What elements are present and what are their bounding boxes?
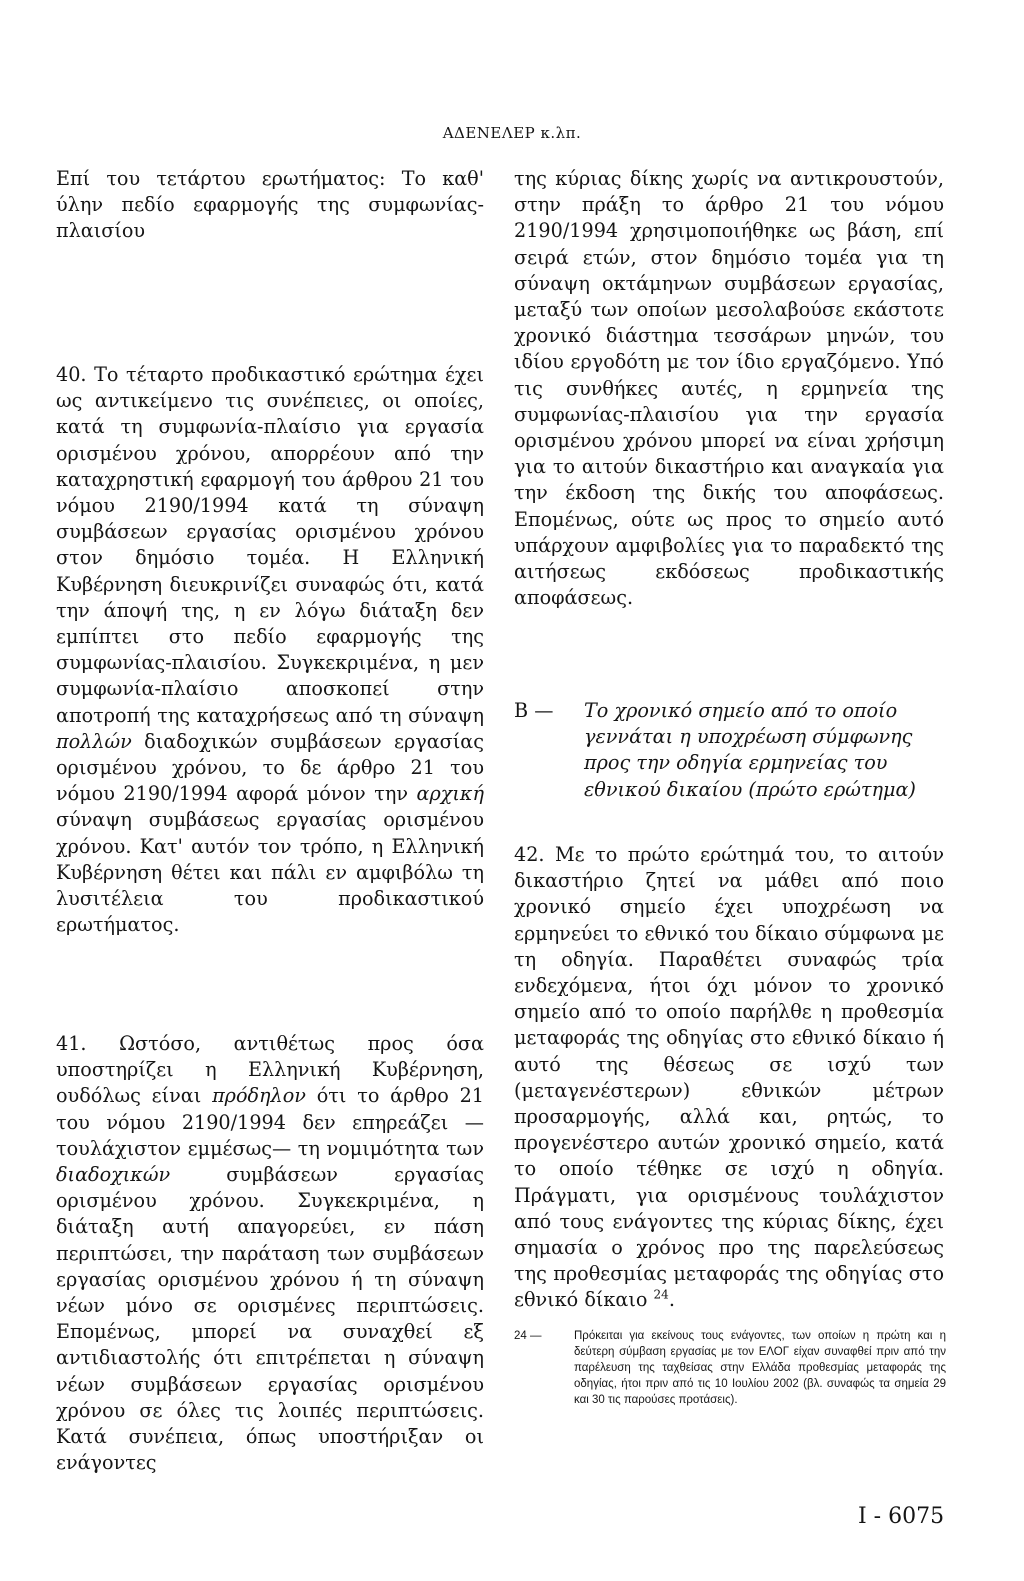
paragraph-40-emphasis-initial: αρχική bbox=[416, 782, 484, 806]
footnote-number: 24 — bbox=[514, 1330, 542, 1342]
paragraph-41-emphasis-obvious: πρόδηλον bbox=[212, 1084, 306, 1108]
paragraph-41-text-c: συμβάσεων εργασίας ορισμένου χρόνου. Συγκεκριμένα, η διάταξη αυτή απαγορεύει, εν πάση περιπτώσει, την παράταση των συμβάσεων εργασίας ορισμένου χρόνου ή τη σύναψη νέων μόνο σε ορισμένες περιπτώσεις. Επομένως, μπορεί να συναχθεί εξ αντιδιαστολής ότι επιτρέπεται η σύναψη νέων συμβάσεων εργασίας ορισμένου χρόνου σε όλες τις λοιπές περιπτώσεις. Κατά συνέπεια, όπως υποστήριξαν οι ενάγοντες bbox=[56, 1163, 484, 1475]
footnote-reference-24[interactable]: 24 bbox=[653, 1288, 669, 1303]
section-heading-letter: Β — bbox=[514, 699, 554, 722]
paragraph-42 bbox=[514, 842, 944, 1314]
paragraph-40-text-c: σύναψη συμβάσεως εργασίας ορισμένου χρόνου. Κατ' αυτόν τον τρόπο, η Ελληνική Κυβέρνηση θέτει και πάλι εν αμφιβόλω τη λυσιτέλεια του προδικαστικού ερωτήματος. bbox=[56, 808, 484, 937]
paragraph-42-text: Με το πρώτο ερώτημά του, το αιτούν δικαστήριο ζητεί να μάθει από ποιο χρονικό σημείο έχει υποχρέωση να ερμηνεύει το εθνικό του δίκαιο σύμφωνα με τη οδηγία. Παραθέτει συναφώς τρία ενδεχόμενα, ήτοι όχι μόνον το χρονικό σημείο από το οποίο παρήλθε η προθεσμία μεταφοράς της οδηγίας στο εθνικό δίκαιο ή αυτό της θέσεως σε ισχύ των (μεταγενέστερων) εθνικών μέτρων προσαρμογής, αλλά και, ρητώς, το προγενέστερο αυτών χρονικό σημείο, κατά το οποίο τέθηκε σε ισχύ η οδηγία. Πράγματι, για ορισμένους τουλάχιστον από τους ενάγοντες της κύριας δίκης, έχει σημασία ο χρόνος προ της παρελεύσεως της προθεσμίας μεταφοράς της οδηγίας στο εθνικό δίκαιο bbox=[514, 843, 944, 1312]
paragraph-40 bbox=[56, 362, 484, 938]
paragraph-42-number: 42. bbox=[514, 843, 545, 866]
footnote-text: Πρόκειται για εκείνους τους ενάγοντες, των οποίων η πρώτη και η δεύτερη σύμβαση εργασίας με τον ΕΛΟΓ είχαν συναφθεί πριν από την παρέλευση της ταχθείσας στην Ελλάδα προθεσμίας μεταφοράς της οδηγίας, ήτοι πριν από τις 10 Ιουλίου 2002 (βλ. συναφώς τα σημεία 29 και 30 τις παρούσες προτάσεις). bbox=[574, 1330, 946, 1406]
paragraph-41-number: 41. bbox=[56, 1032, 87, 1055]
paragraph-41-text-a: Ωστόσο, αντιθέτως προς όσα υποστηρίζει η Ελληνική Κυβέρνηση, ουδόλως είναι bbox=[56, 1032, 484, 1108]
paragraph-40-text-a: Το τέταρτο προδικαστικό ερώτημα έχει ως αντικείμενο τις συνέπειες, οι οποίες, κατά τη συμφωνία-πλαίσιο για εργασία ορισμένου χρόνου, απορρέουν από την καταχρηστική εφαρμογή του άρθρου 21 του νόμου 2190/1994 κατά τη σύναψη συμβάσεων εργασίας ορισμένου χρόνου στον δημόσιο τομέα. Η Ελληνική Κυβέρνηση διευκρινίζει συναφώς ότι, κατά την άποψή της, η εν λόγω διάταξη δεν εμπίπτει στο πεδίο εφαρμογής της συμφωνίας-πλαισίου. Συγκεκριμένα, η μεν συμφωνία-πλαίσιο αποσκοπεί στην αποτροπή της καταχρήσεως από τη σύναψη bbox=[56, 363, 484, 727]
paragraph-41-continuation: της κύριας δίκης χωρίς να αντικρουστούν, στην πράξη το άρθρο 21 του νόμου 2190/1994 χρησιμοποιήθηκε ως βάση, επί σειρά ετών, στον δημόσιο τομέα για τη σύναψη οκτάμηνων συμβάσεων εργασίας, μεταξύ των οποίων μεσολαβούσε εκάστοτε χρονικό διάστημα τεσσάρων μηνών, του ιδίου εργοδότη με τον ίδιο εργαζόμενο. Υπό τις συνθήκες αυτές, η ερμηνεία της συμφωνίας-πλαισίου για την εργασία ορισμένου χρόνου μπορεί να είναι χρήσιμη για το αιτούν δικαστήριο και αναγκαία για την έκδοση της δικής του αποφάσεως. Επομένως, ούτε ως προς το σημείο αυτό υπάρχουν αμφιβολίες για το παραδεκτό της αιτήσεως εκδόσεως προδικαστικής αποφάσεως. bbox=[514, 167, 944, 610]
page-number: I - 6075 bbox=[858, 1504, 945, 1529]
section-heading-b bbox=[514, 698, 944, 803]
paragraph-40-emphasis-multiple: πολλών bbox=[56, 729, 132, 753]
paragraph-41-emphasis-successive: διαδοχικών bbox=[56, 1163, 171, 1187]
paragraph-42-end: . bbox=[668, 1288, 675, 1312]
question-four-intro: Επί του τετάρτου ερωτήματος: Το καθ' ύλην πεδίο εφαρμογής της συμφωνίας-πλαισίου bbox=[56, 167, 484, 243]
running-header: ΑΔΕΝΕΛΕΡ κ.λπ. bbox=[442, 124, 582, 142]
paragraph-40-text-b: διαδοχικών συμβάσεων εργασίας ορισμένου χρόνου, το δε άρθρο 21 του νόμου 2190/1994 αφορά μόνον την bbox=[56, 729, 484, 806]
footnote-24 bbox=[514, 1328, 946, 1408]
paragraph-40-number: 40. bbox=[56, 363, 87, 386]
section-heading-title: Το χρονικό σημείο από το οποίο γεννάται η υποχρέωση σύμφωνης προς την οδηγία ερμηνείας του εθνικού δικαίου (πρώτο ερώτημα) bbox=[584, 699, 916, 801]
paragraph-41 bbox=[56, 1031, 484, 1476]
paragraph-41-text-b: ότι το άρθρο 21 του νόμου 2190/1994 δεν επηρεάζει —τουλάχιστον εμμέσως— τη νομιμότητα των bbox=[56, 1084, 484, 1160]
